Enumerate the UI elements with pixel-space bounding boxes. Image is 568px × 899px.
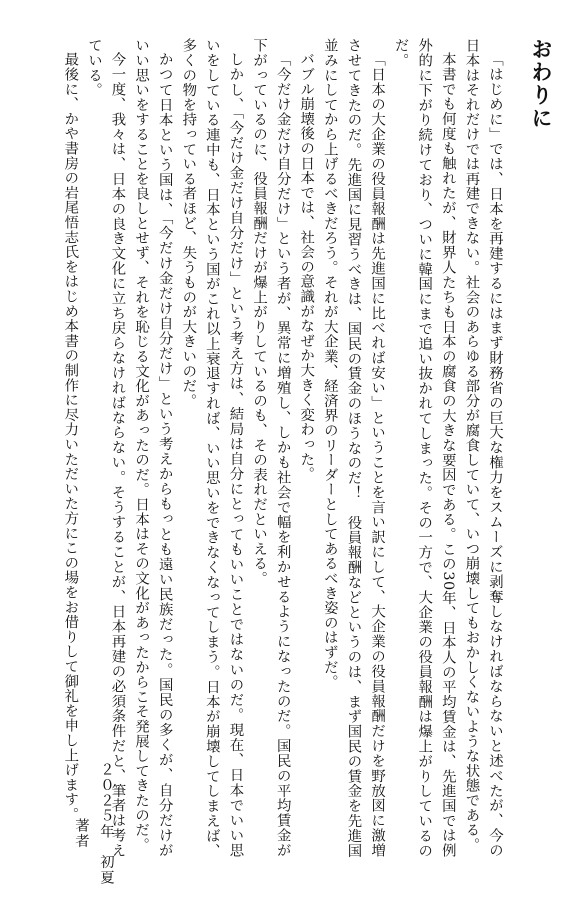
paragraph: 「今だけ金だけ自分だけ」という者が、異常に増殖し、しかも社会で幅を利かせるようになったのだ。国民の平均賃金が下がっているのに、役員報酬だけが爆上がりしているのも、その表れだといえる。 — [251, 38, 291, 858]
paragraph: 本書でも何度も触れたが、財界人たちも日本の腐食の大きな要因である。この30年、日本人の平均賃金は、先進国では例外的に下がり続けており、ついに韓国にまで追い抜かれてしまった。その一方で、大企業の役員報酬は爆上がりしているのだ。 — [392, 38, 456, 858]
paragraph: しかし、「今だけ金だけ自分だけ」という考え方は、結局は自分にとってもいいことではないのだ。現在、日本でいい思いをしている連中も、日本という国がこれ以上衰退すれば、いい思いをできなくなってしまう。日本が崩壊してしまえば、多くの物を持っている者ほど、失うものが大きいのだ。 — [180, 38, 244, 858]
paragraph: 今一度、我々は、日本の良き文化に立ち戻らなければならない。そうすることが、日本再建の必須条件だと、筆者は考えている。 — [85, 38, 126, 858]
paragraph: 最後に、かや書房の岩尾悟志氏をはじめ本書の制作に尽力いただいた方にこの場をお借りして御礼を申し上げます。 — [62, 52, 79, 822]
paragraph: 「はじめに」では、日本を再建するにはまず財務省の巨大な権力をスムーズに剥奪しなければならないと述べたが、今の日本はそれだけでは再建できない。社会のあらゆる部分が腐食していて、いつ崩壊してもおかしくないような状態である。 — [463, 38, 503, 858]
paragraph: バブル崩壊後の日本では、社会の意識がなぜか大きく変わった。 — [298, 52, 315, 482]
signature-author: 著者 — [73, 818, 89, 849]
paragraph: 「日本の大企業の役員報酬は先進国に比べれば安い」ということを言い訳にして、大企業の役員報酬だけを野放図に激増させてきたのだ。先進国に見習うべきは、国民の賃金のほうなのだ！ 役員報酬などというのは、まず国民の賃金を先進国並みにしてから上げるべきだろう。それが大企業、経済界のリーダーとしてあるべき姿のはずだ。 — [321, 38, 386, 858]
body-text — [62, 38, 506, 858]
page-title: おわりに — [529, 38, 553, 130]
signature-date: ２０２５年 初夏 — [98, 762, 114, 886]
paragraph: かつて日本という国は、「今だけ金だけ自分だけ」という考えからもっとも遠い民族だった。国民の多くが、自分だけがいい思いをすることを良しとせず、それを恥じる文化があったのだ。日本はその文化があったからこそ発展してきたのだ。 — [133, 38, 173, 858]
